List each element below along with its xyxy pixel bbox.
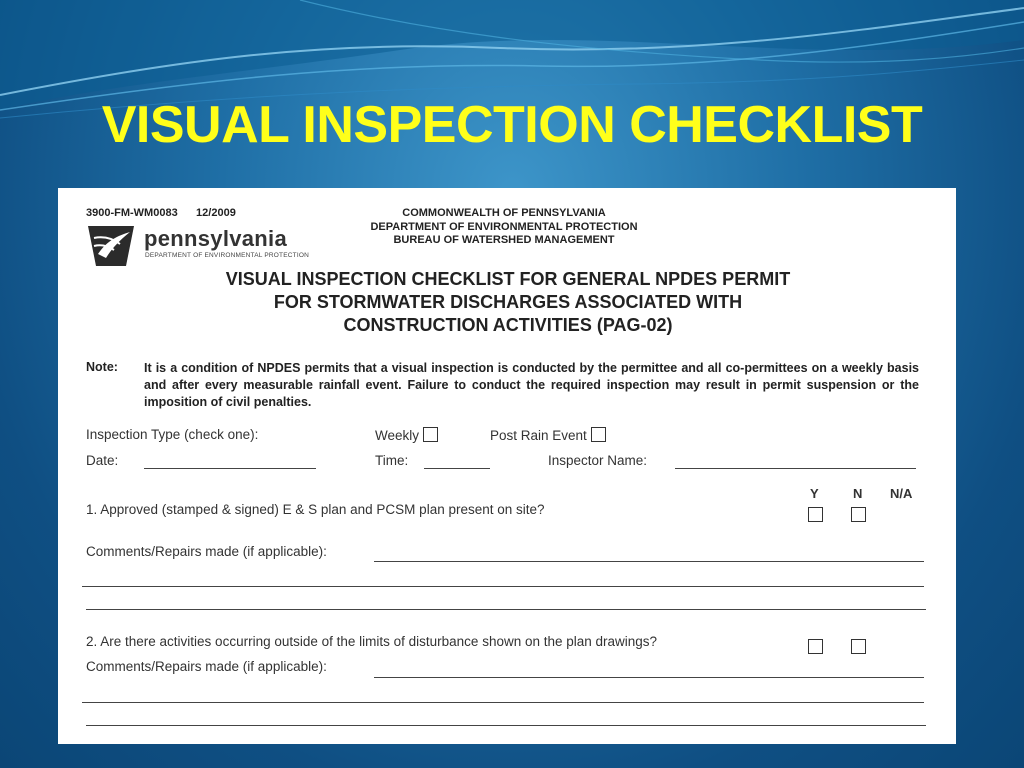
form-id: 3900-FM-WM0083 <box>86 207 178 219</box>
post-rain-label: Post Rain Event <box>490 428 587 443</box>
weekly-label: Weekly <box>375 428 420 443</box>
form-id-line <box>86 207 236 219</box>
comments-label-1: Comments/Repairs made (if applicable): <box>86 544 327 559</box>
comment-line <box>86 725 926 726</box>
inspection-form-image <box>58 188 956 744</box>
inspection-type-label: Inspection Type (check one): <box>86 427 259 442</box>
weekly-option <box>375 427 438 443</box>
agency-line: DEPARTMENT OF ENVIRONMENTAL PROTECTION <box>370 220 638 233</box>
q2-no-checkbox <box>851 639 866 654</box>
agency-line: COMMONWEALTH OF PENNSYLVANIA <box>402 207 606 219</box>
logo-wordmark: pennsylvania <box>144 226 287 251</box>
question-1: 1. Approved (stamped & signed) E & S plan and PCSM plan present on site? <box>86 502 545 517</box>
agency-line: BUREAU OF WATERSHED MANAGEMENT <box>393 234 615 246</box>
form-date: 12/2009 <box>196 207 236 219</box>
comments-label-2: Comments/Repairs made (if applicable): <box>86 659 327 674</box>
col-yes-header: Y <box>810 486 819 501</box>
time-blank <box>424 468 490 469</box>
q1-yes-checkbox <box>808 507 823 522</box>
date-blank <box>144 468 316 469</box>
logo-subtitle: DEPARTMENT OF ENVIRONMENTAL PROTECTION <box>145 252 309 259</box>
pa-keystone-logo-icon <box>86 224 136 268</box>
comment-line <box>374 677 924 678</box>
agency-header <box>298 207 710 248</box>
q1-no-checkbox <box>851 507 866 522</box>
comment-line <box>374 561 924 562</box>
q2-yes-checkbox <box>808 639 823 654</box>
form-title <box>118 268 898 337</box>
inspector-label: Inspector Name: <box>548 453 648 468</box>
post-rain-option <box>490 427 606 443</box>
date-label: Date: <box>86 453 119 468</box>
col-no-header: N <box>853 486 863 501</box>
form-title-line: VISUAL INSPECTION CHECKLIST FOR GENERAL NPDES PERMIT <box>225 269 791 289</box>
note-text: It is a condition of NPDES permits that a visual inspection is conducted by the permittee and all co-permittees on a weekly basis and after every measurable rainfall event. Failure to conduct the required inspection may result in permit suspension or the imposition of civil penalties. <box>144 361 919 409</box>
comment-line <box>82 702 924 703</box>
form-title-line: CONSTRUCTION ACTIVITIES (PAG-02) <box>343 315 673 335</box>
time-label: Time: <box>375 453 409 468</box>
inspector-blank <box>675 468 916 469</box>
col-na-header: N/A <box>890 486 913 501</box>
comment-line <box>82 586 924 587</box>
weekly-checkbox <box>423 427 438 442</box>
comment-line <box>86 609 926 610</box>
question-2: 2. Are there activities occurring outside of the limits of disturbance shown on the plan drawings? <box>86 634 658 649</box>
note-label: Note: <box>86 360 118 374</box>
post-rain-checkbox <box>591 427 606 442</box>
slide-title: VISUAL INSPECTION CHECKLIST <box>101 96 923 154</box>
form-title-line: FOR STORMWATER DISCHARGES ASSOCIATED WITH <box>273 292 743 312</box>
